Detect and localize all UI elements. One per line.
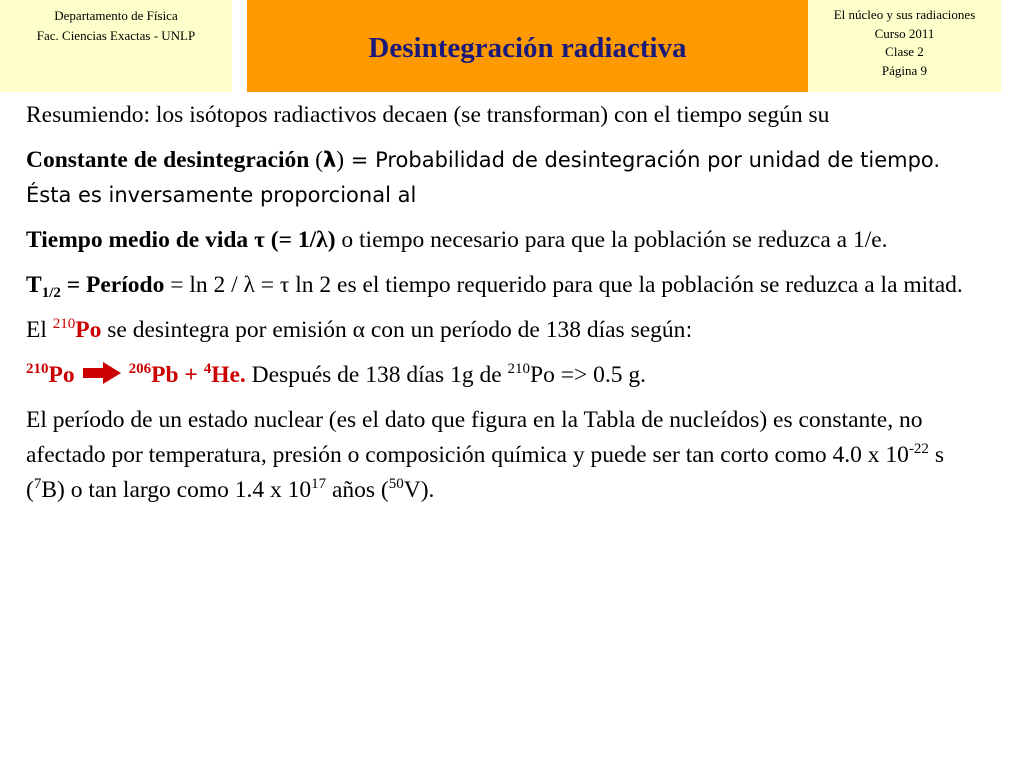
polonium-mass-number-2: 210 (507, 361, 531, 377)
department-label: Departamento de Física (54, 8, 178, 23)
reactant-symbol: Po (48, 362, 75, 388)
short-exponent: -22 (908, 441, 929, 457)
course-year-label: Curso 2011 (874, 25, 935, 41)
reaction-arrow-icon (83, 362, 121, 384)
product-lead (129, 362, 246, 388)
paragraph-half-life (26, 268, 986, 303)
half-life-t: T (26, 272, 42, 298)
nuclear-period-text-1: El período de un estado nuclear (es el dato que figura en la Tabla de nucleídos) es constante, no afectado por temperatura, presión o composición química y puede ser tan corto como 4.0 x 10 (26, 407, 923, 468)
reactant-mass-number: 210 (26, 361, 49, 377)
polonium-rest-text: con un período de 138 días según (364, 317, 686, 343)
slide-title-banner (247, 0, 808, 92)
header-right-panel (808, 0, 1001, 92)
paragraph-polonium (26, 313, 986, 348)
nuclear-period-text-4: años ( (326, 477, 389, 503)
half-life-symbol (26, 272, 61, 301)
product-helium-symbol: He. (211, 362, 246, 388)
alpha-symbol: α (352, 317, 365, 343)
nuclear-period-text-5: V). (403, 477, 435, 503)
slide-title: Desintegración radiactiva (368, 31, 687, 64)
polonium-colon: : (685, 318, 693, 342)
mean-life-formula-start: (= 1/ (264, 227, 317, 253)
lambda-symbol: λ (323, 148, 337, 172)
polonium-symbol: Po (75, 317, 102, 343)
decay-constant-term: Constante de desintegración (26, 147, 310, 173)
nuclear-period-text-3: B) o tan largo como 1.4 x 10 (41, 477, 312, 503)
paragraph-mean-life (26, 223, 986, 258)
vanadium-mass-number: 50 (388, 476, 404, 492)
lambda-symbol-2: λ (316, 227, 328, 253)
mean-life-term: Tiempo medio de vida (26, 227, 255, 253)
half-life-term: = Período (60, 272, 171, 298)
polonium-mass-number: 210 (52, 316, 76, 332)
reaction-plus: + (178, 362, 204, 388)
summary-text: Resumiendo: los isótopos radiactivos decaen (se transforman) con el tiempo según su (26, 102, 830, 128)
reaction-result: Po => 0.5 g. (530, 362, 646, 388)
class-number-label: Clase 2 (885, 44, 924, 59)
product-helium-mass-number: 4 (203, 361, 212, 377)
paragraph-decay-constant (26, 143, 986, 213)
long-exponent: 17 (311, 476, 327, 492)
paragraph-reaction (26, 358, 986, 393)
polonium-lead: El (26, 317, 53, 343)
product-lead-symbol: Pb (151, 362, 179, 388)
header-left-panel (0, 0, 232, 92)
paragraph-summary (26, 98, 986, 133)
decay-constant-definition: Probabilidad de desintegración por unidad de tiempo. Ésta es inversamente proporcional al (26, 148, 941, 207)
mean-life-formula-end: ) (327, 227, 336, 253)
polonium-mid-text: se desintegra por emisión (101, 317, 353, 343)
reactant-polonium (26, 362, 75, 388)
tau-symbol: τ (254, 227, 265, 253)
half-life-formula: = ln 2 / λ = τ ln 2 (170, 272, 332, 298)
nuclear-period-text-2: s ( (26, 442, 944, 503)
open-paren: ( (309, 147, 323, 173)
equals-sign: = (344, 148, 376, 172)
close-paren: ) (336, 147, 345, 173)
half-life-definition: es el tiempo requerido para que la población se reduzca a la mitad. (331, 272, 963, 298)
half-life-subscript: 1/2 (41, 285, 61, 301)
reaction-explanation: Después de 138 días 1g de (245, 362, 508, 388)
product-lead-mass-number: 206 (128, 361, 152, 377)
page-number-label: Página 9 (881, 62, 928, 78)
boron-mass-number: 7 (33, 476, 42, 492)
slide-body (26, 98, 986, 518)
course-topic-label: El núcleo y sus radiaciones (833, 7, 976, 22)
faculty-label: Fac. Ciencias Exactas - UNLP (36, 28, 196, 43)
paragraph-nuclear-period (26, 403, 986, 508)
mean-life-definition: o tiempo necesario para que la población se reduzca a 1/e. (335, 227, 888, 253)
